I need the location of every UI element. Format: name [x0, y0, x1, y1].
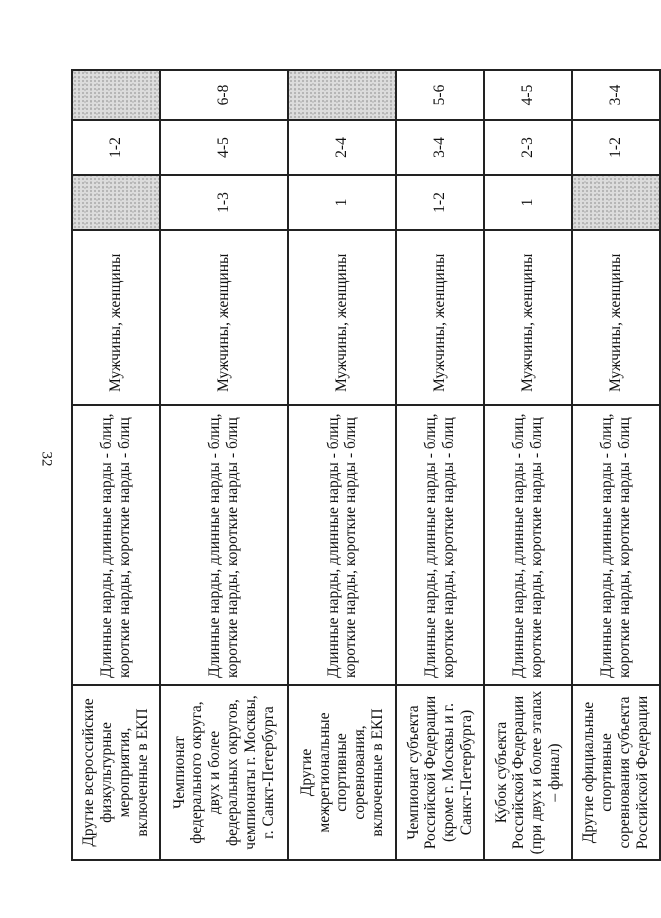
table-row [160, 70, 288, 860]
rank-table-wrapper [71, 71, 661, 861]
table-row [288, 70, 396, 860]
discipline-cell: Длинные нарды, длинные нарды - блиц, короткие нарды, короткие нарды - блиц [160, 405, 288, 685]
table-row [572, 70, 660, 860]
gender-cell: Мужчины, женщины [72, 230, 160, 405]
rank-cell-2: 2-3 [484, 120, 572, 175]
rank-cell-3 [288, 70, 396, 120]
event-cell: Чемпионат субъекта Российской Федерации (кроме г. Москвы и г. Санкт-Петербурга) [396, 685, 484, 860]
rank-cell-1: 1-2 [396, 175, 484, 230]
event-cell: Другие всероссийские физкультурные мероприятия, включенные в ЕКП [72, 685, 160, 860]
rank-cell-2: 4-5 [160, 120, 288, 175]
rank-cell-2: 3-4 [396, 120, 484, 175]
rank-cell-1: 1 [484, 175, 572, 230]
event-cell: Другие официальные спортивные соревнования субъекта Российской Федерации [572, 685, 660, 860]
event-cell: Чемпионат федерального округа, двух и более федеральных округов, чемпионаты г. Москвы, г. Санкт-Петербурга [160, 685, 288, 860]
discipline-cell: Длинные нарды, длинные нарды - блиц, короткие нарды, короткие нарды - блиц [288, 405, 396, 685]
gender-cell: Мужчины, женщины [288, 230, 396, 405]
discipline-cell: Длинные нарды, длинные нарды - блиц, короткие нарды, короткие нарды - блиц [396, 405, 484, 685]
rank-cell-2: 2-4 [288, 120, 396, 175]
rank-cell-1 [72, 175, 160, 230]
rank-cell-3: 3-4 [572, 70, 660, 120]
event-cell: Кубок субъекта Российской Федерации (при двух и более этапах – финал) [484, 685, 572, 860]
gender-cell: Мужчины, женщины [160, 230, 288, 405]
rank-cell-2: 1-2 [72, 120, 160, 175]
discipline-cell: Длинные нарды, длинные нарды - блиц, короткие нарды, короткие нарды - блиц [572, 405, 660, 685]
rank-cell-3: 5-6 [396, 70, 484, 120]
event-cell: Другие межрегиональные спортивные соревнования, включенные в ЕКП [288, 685, 396, 860]
table-row [396, 70, 484, 860]
rank-cell-3: 6-8 [160, 70, 288, 120]
table-row [72, 70, 160, 860]
gender-cell: Мужчины, женщины [484, 230, 572, 405]
rank-cell-3: 4-5 [484, 70, 572, 120]
discipline-cell: Длинные нарды, длинные нарды - блиц, короткие нарды, короткие нарды - блиц [72, 405, 160, 685]
rank-table [71, 69, 661, 861]
table-row [484, 70, 572, 860]
rank-cell-1: 1 [288, 175, 396, 230]
page-number: 32 [38, 451, 55, 467]
rank-cell-2: 1-2 [572, 120, 660, 175]
gender-cell: Мужчины, женщины [396, 230, 484, 405]
rank-cell-1: 1-3 [160, 175, 288, 230]
rank-cell-3 [72, 70, 160, 120]
rank-cell-1 [572, 175, 660, 230]
gender-cell: Мужчины, женщины [572, 230, 660, 405]
discipline-cell: Длинные нарды, длинные нарды - блиц, короткие нарды, короткие нарды - блиц [484, 405, 572, 685]
